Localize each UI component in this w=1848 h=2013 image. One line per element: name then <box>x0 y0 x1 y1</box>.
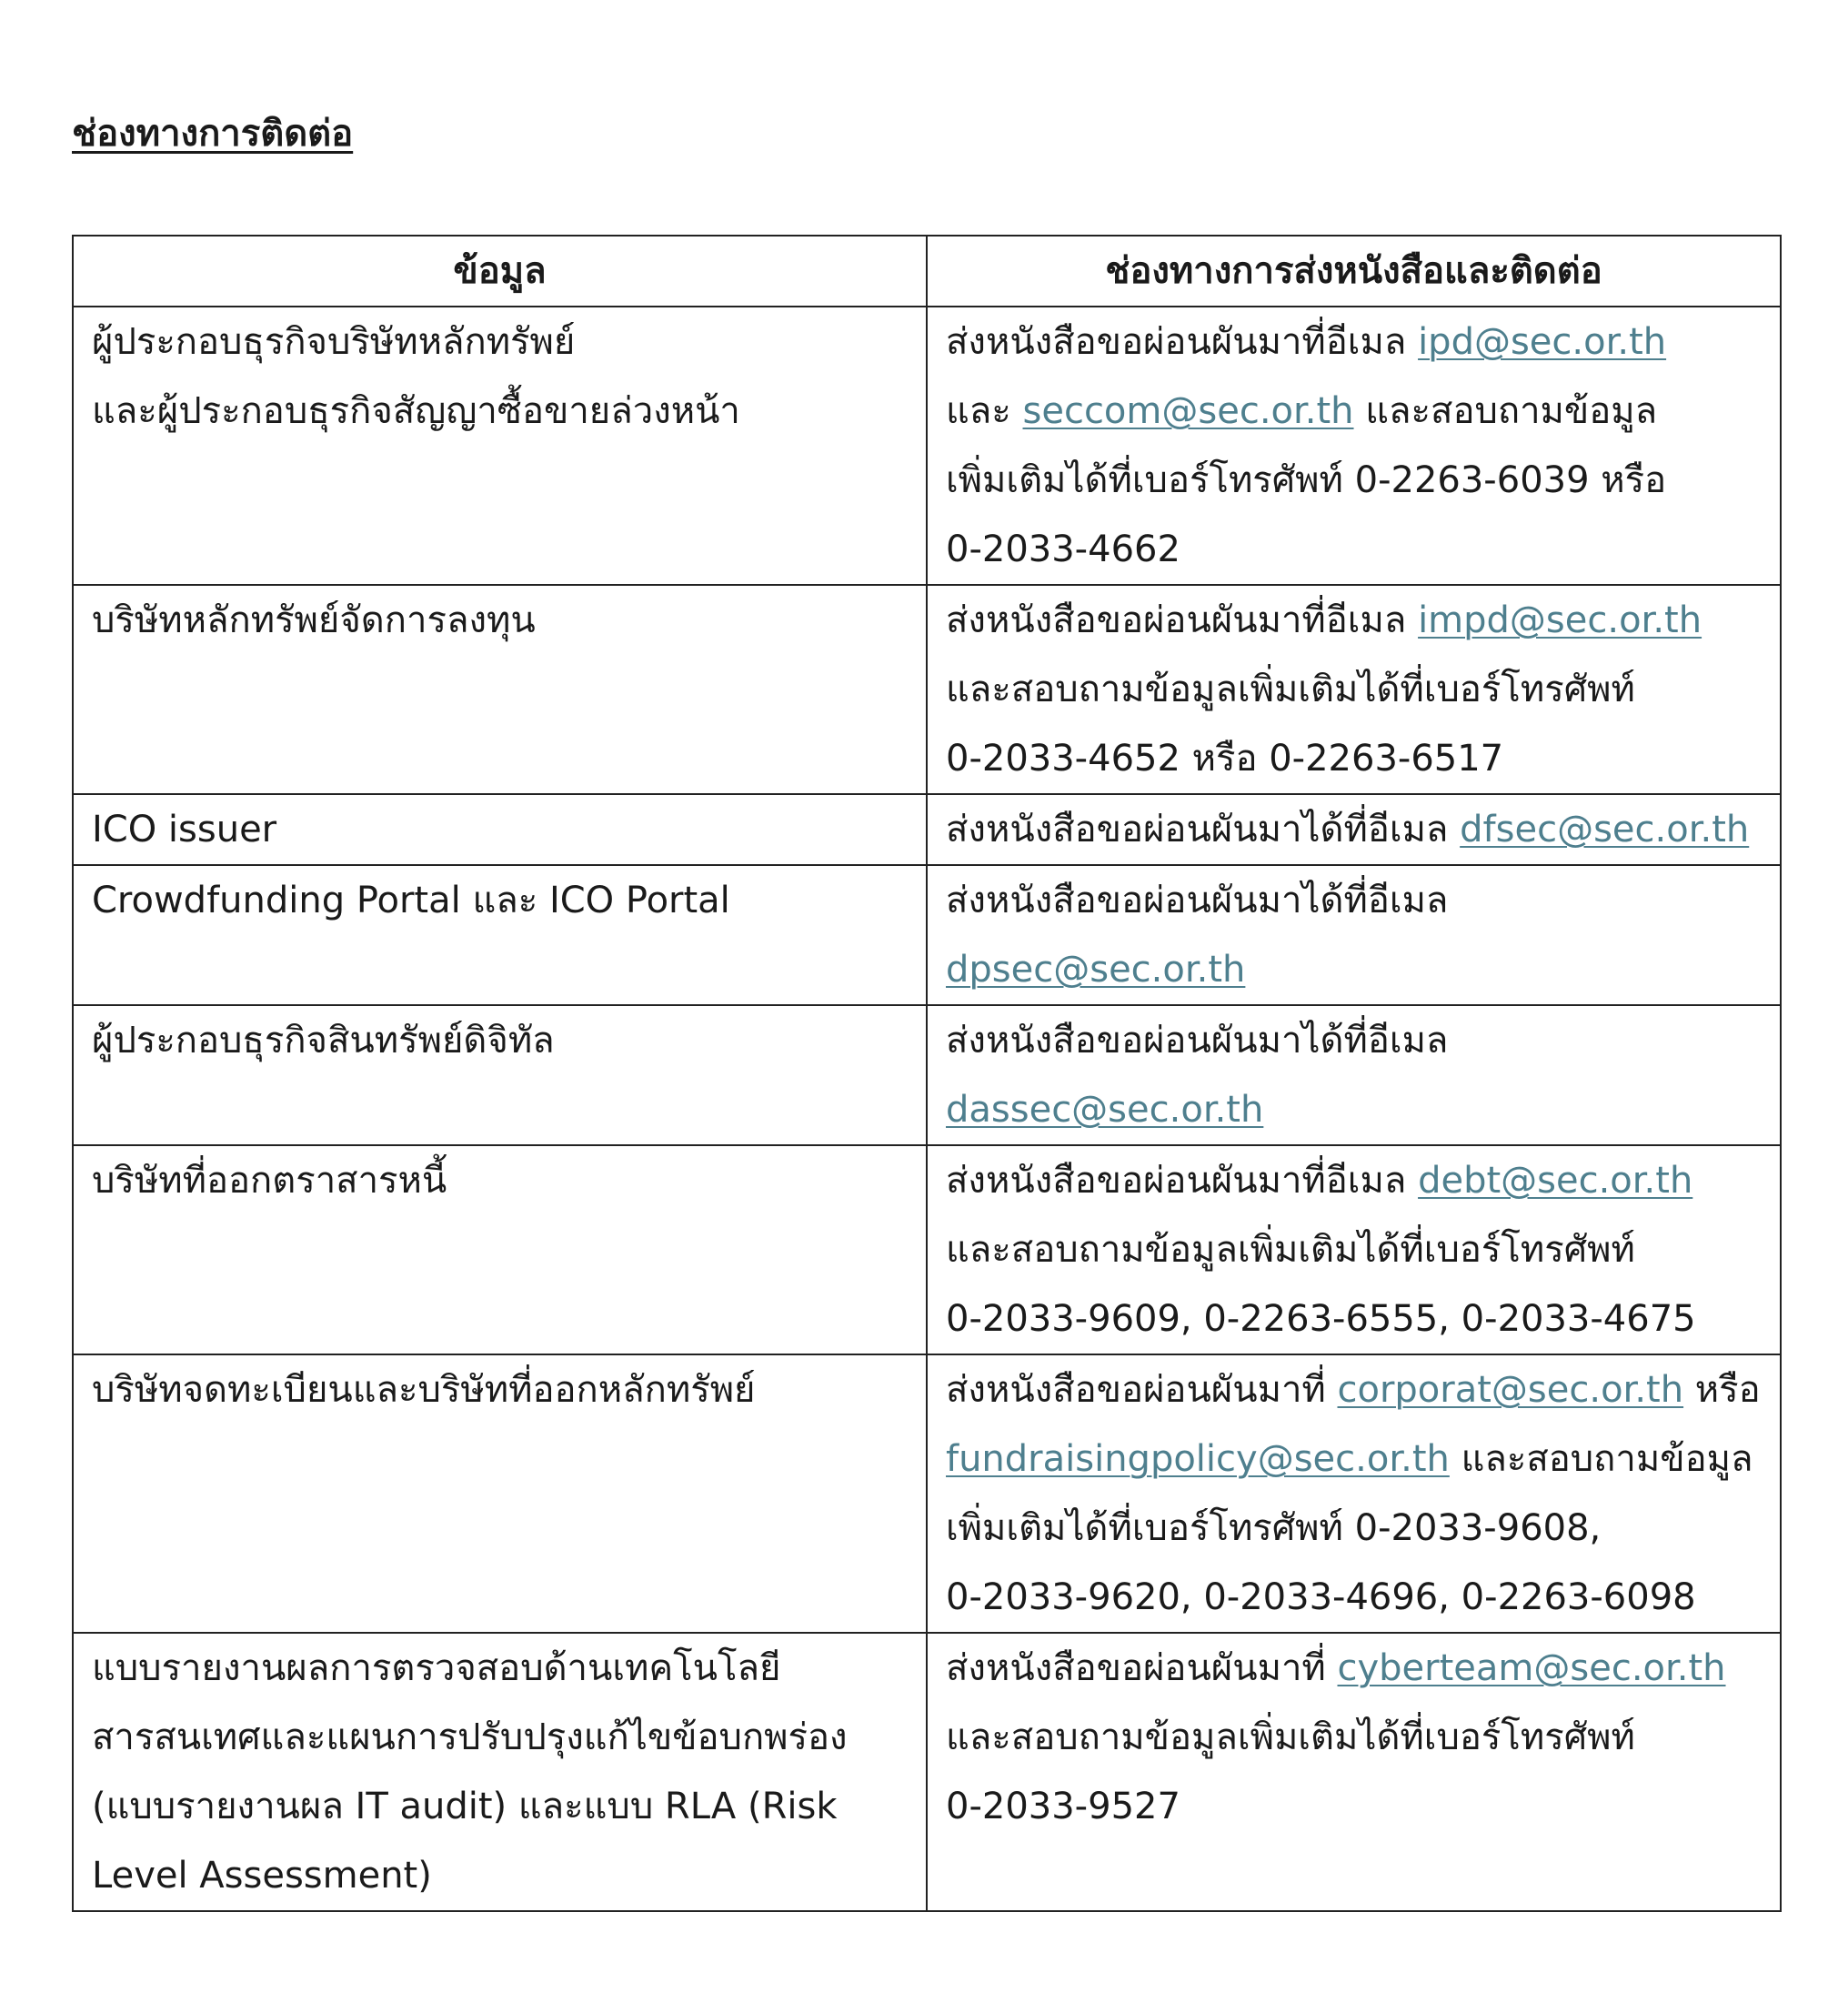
table-row <box>73 865 1781 1005</box>
info-line: บริษัทจดทะเบียนและบริษัทที่ออกหลักทรัพย์ <box>92 1369 756 1411</box>
table-row <box>73 307 1781 585</box>
channel-text: ส่งหนังสือขอผ่อนผันมาที่อีเมล <box>946 321 1419 363</box>
channel-cell <box>927 1145 1781 1354</box>
email-link-dpsec[interactable]: dpsec@sec.or.th <box>946 949 1246 991</box>
contact-table <box>72 235 1782 1912</box>
email-link-fundraisingpolicy[interactable]: fundraisingpolicy@sec.or.th <box>946 1438 1450 1480</box>
channel-line: เพิ่มเติมได้ที่เบอร์โทรศัพท์ 0-2033-9608, <box>946 1507 1602 1549</box>
info-cell <box>73 307 927 585</box>
table-row <box>73 1633 1781 1911</box>
email-link-corporat[interactable]: corporat@sec.or.th <box>1337 1369 1684 1411</box>
info-cell <box>73 1633 927 1911</box>
channel-line: 0-2033-9620, 0-2033-4696, 0-2263-6098 <box>946 1576 1696 1618</box>
table-row <box>73 1145 1781 1354</box>
header-info: ข้อมูล <box>73 236 927 307</box>
channel-text: และสอบถามข้อมูล <box>1353 390 1658 432</box>
table-row <box>73 1354 1781 1633</box>
channel-text: หรือ <box>1683 1369 1761 1411</box>
info-cell <box>73 865 927 1005</box>
channel-cell <box>927 865 1781 1005</box>
info-line: สารสนเทศและแผนการปรับปรุงแก้ไขข้อบกพร่อง <box>92 1716 848 1758</box>
channel-cell <box>927 794 1781 865</box>
channel-line <box>946 1424 1762 1494</box>
channel-line <box>946 307 1762 377</box>
channel-line: 0-2033-4662 <box>946 528 1180 570</box>
info-cell <box>73 794 927 865</box>
info-line: แบบรายงานผลการตรวจสอบด้านเทคโนโลยี <box>92 1647 781 1689</box>
info-line: (แบบรายงานผล IT audit) และแบบ RLA (Risk <box>92 1786 838 1827</box>
info-line: Crowdfunding Portal และ ICO Portal <box>92 880 730 921</box>
channel-line: 0-2033-4652 หรือ 0-2263-6517 <box>946 738 1504 780</box>
channel-line <box>946 1075 1762 1144</box>
channel-text: และ <box>946 390 1023 432</box>
info-cell <box>73 1145 927 1354</box>
channel-line: ส่งหนังสือขอผ่อนผันมาได้ที่อีเมล <box>946 1020 1449 1062</box>
email-link-impd[interactable]: impd@sec.or.th <box>1418 599 1702 641</box>
info-cell <box>73 1005 927 1145</box>
email-link-ipd[interactable]: ipd@sec.or.th <box>1418 321 1667 363</box>
email-link-seccom[interactable]: seccom@sec.or.th <box>1022 390 1354 432</box>
info-line: ผู้ประกอบธุรกิจบริษัทหลักทรัพย์ <box>92 321 576 363</box>
channel-line <box>946 586 1762 655</box>
channel-line: และสอบถามข้อมูลเพิ่มเติมได้ที่เบอร์โทรศัพท์ <box>946 1716 1635 1758</box>
channel-text: และสอบถามข้อมูล <box>1449 1438 1753 1480</box>
channel-line: เพิ่มเติมได้ที่เบอร์โทรศัพท์ 0-2263-6039 หรือ <box>946 459 1667 501</box>
channel-cell <box>927 585 1781 794</box>
info-line: Level Assessment) <box>92 1855 432 1897</box>
info-line: บริษัทที่ออกตราสารหนี้ <box>92 1160 447 1202</box>
channel-line: และสอบถามข้อมูลเพิ่มเติมได้ที่เบอร์โทรศัพท์ <box>946 1229 1635 1271</box>
channel-line: 0-2033-9527 <box>946 1786 1180 1827</box>
channel-line <box>946 1146 1762 1215</box>
header-channel: ช่องทางการส่งหนังสือและติดต่อ <box>927 236 1781 307</box>
channel-line <box>946 377 1762 446</box>
channel-cell <box>927 1633 1781 1911</box>
email-link-dassec[interactable]: dassec@sec.or.th <box>946 1089 1264 1131</box>
info-cell <box>73 585 927 794</box>
channel-text: ส่งหนังสือขอผ่อนผันมาที่ <box>946 1647 1338 1689</box>
channel-line: และสอบถามข้อมูลเพิ่มเติมได้ที่เบอร์โทรศัพท์ <box>946 669 1635 710</box>
channel-cell <box>927 307 1781 585</box>
info-line: ผู้ประกอบธุรกิจสินทรัพย์ดิจิทัล <box>92 1020 555 1062</box>
info-line: ICO issuer <box>92 809 277 850</box>
email-link-cyberteam[interactable]: cyberteam@sec.or.th <box>1337 1647 1726 1689</box>
channel-cell <box>927 1354 1781 1633</box>
channel-text: ส่งหนังสือขอผ่อนผันมาที่อีเมล <box>946 599 1419 641</box>
channel-line <box>946 1355 1762 1424</box>
channel-line <box>946 935 1762 1004</box>
channel-line <box>946 795 1762 864</box>
table-header-row <box>73 236 1781 307</box>
table-row <box>73 794 1781 865</box>
table-row <box>73 1005 1781 1145</box>
info-line: บริษัทหลักทรัพย์จัดการลงทุน <box>92 599 536 641</box>
page-title: ช่องทางการติดต่อ <box>72 113 354 155</box>
channel-line: ส่งหนังสือขอผ่อนผันมาได้ที่อีเมล <box>946 880 1449 921</box>
email-link-debt[interactable]: debt@sec.or.th <box>1418 1160 1693 1202</box>
channel-text: ส่งหนังสือขอผ่อนผันมาได้ที่อีเมล <box>946 809 1461 850</box>
email-link-dfsec[interactable]: dfsec@sec.or.th <box>1460 809 1750 850</box>
channel-line <box>946 1634 1762 1703</box>
channel-line: 0-2033-9609, 0-2263-6555, 0-2033-4675 <box>946 1298 1696 1340</box>
info-line: และผู้ประกอบธุรกิจสัญญาซื้อขายล่วงหน้า <box>92 390 740 432</box>
channel-cell <box>927 1005 1781 1145</box>
info-cell <box>73 1354 927 1633</box>
channel-text: ส่งหนังสือขอผ่อนผันมาที่ <box>946 1369 1338 1411</box>
channel-text: ส่งหนังสือขอผ่อนผันมาที่อีเมล <box>946 1160 1419 1202</box>
table-row <box>73 585 1781 794</box>
